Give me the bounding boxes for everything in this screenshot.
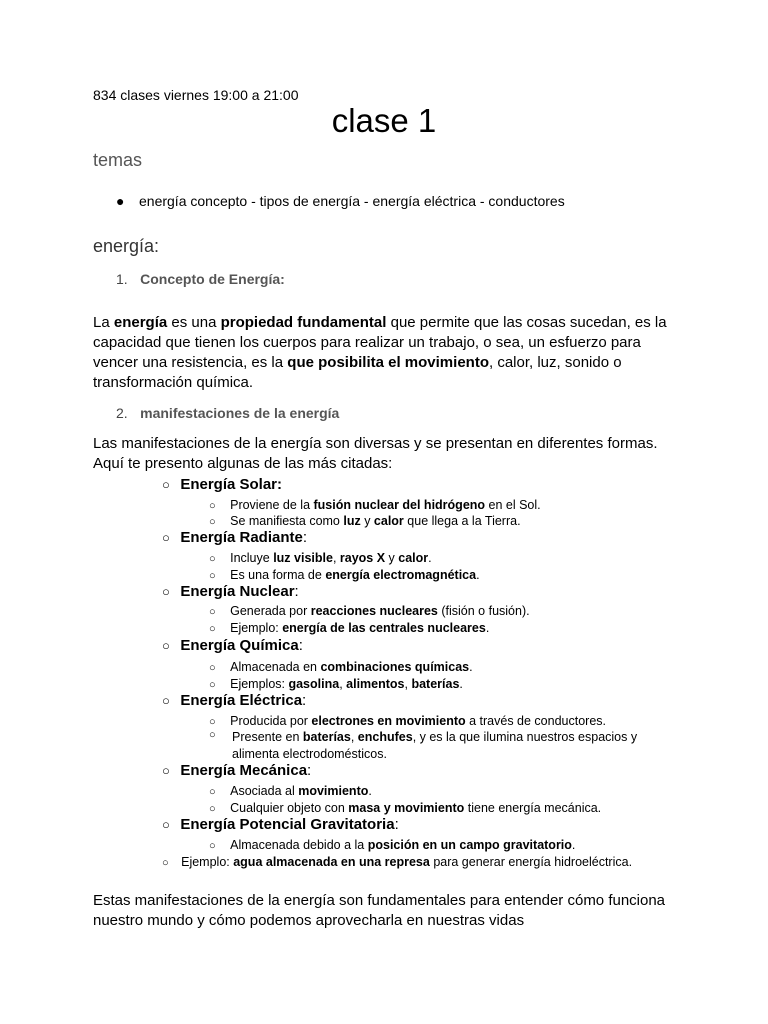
potencial-detail-1: ○ Almacenada debido a la posición en un campo gravitatorio. xyxy=(209,838,576,852)
mecanica-item: ○ Energía Mecánica: xyxy=(162,762,312,779)
temas-heading: temas xyxy=(93,150,143,170)
section-2 xyxy=(116,405,339,423)
section-1-label: Concepto de Energía: xyxy=(140,271,285,287)
radiante-detail-1: ○ Incluye luz visible, rayos X y calor. xyxy=(209,551,432,565)
quimica-detail-2: ○ Ejemplos: gasolina, alimentos, baterías. xyxy=(209,677,463,691)
solar-detail-2: ○ Se manifiesta como luz y calor que llega a la Tierra. xyxy=(209,514,521,528)
nuclear-detail-1: ○ Generada por reacciones nucleares (fisión o fusión). xyxy=(209,604,530,618)
radiante-detail-2: ○ Es una forma de energía electromagnética. xyxy=(209,568,480,582)
quimica-detail-1: ○ Almacenada en combinaciones químicas. xyxy=(209,660,473,674)
section-1-number: 1. xyxy=(116,271,128,287)
quimica-item: ○ Energía Química: xyxy=(162,637,303,654)
page-title: clase 1 xyxy=(331,102,437,139)
electrica-item: ○ Energía Eléctrica: xyxy=(162,692,307,709)
temas-bullet-text: energía concepto - tipos de energía - energía eléctrica - conductores xyxy=(139,193,565,209)
radiante-item: ○ Energía Radiante: xyxy=(162,529,308,546)
electrica-detail-1: ○ Producida por electrones en movimiento a través de conductores. xyxy=(209,714,606,728)
manifestations-intro: Las manifestaciones de la energía son diversas y se presentan en diferentes formas. Aquí te presento algunas de las más citadas: xyxy=(93,435,658,472)
section-1 xyxy=(116,271,285,289)
class-schedule: 834 clases viernes 19:00 a 21:00 xyxy=(93,87,299,103)
solar-detail-1: ○ Proviene de la fusión nuclear del hidrógeno en el Sol. xyxy=(209,498,541,512)
potencial-example: ○ Ejemplo: agua almacenada en una represa para generar energía hidroeléctrica. xyxy=(162,855,633,869)
energy-concept-paragraph: La energía es una propiedad fundamental que permite que las cosas sucedan, es la capacidad que tienen los cuerpos para realizar un trabajo, o sea, un esfuerzo para vencer una resistencia, es la que posibilita el movimiento, calor, luz, sonido o transformación química. xyxy=(93,314,667,391)
section-2-label: manifestaciones de la energía xyxy=(140,405,340,421)
temas-bullet-marker: ● xyxy=(116,193,125,209)
closing-paragraph: Estas manifestaciones de la energía son fundamentales para entender cómo funciona nuestro mundo y cómo podemos aprovecharla en nuestras vidas xyxy=(93,892,666,929)
electrica-detail-2: ○ Presente en baterías, enchufes, y es la que ilumina nuestros espacios y alimenta electrodomésticos. xyxy=(209,729,638,761)
mecanica-detail-1: ○ Asociada al movimiento. xyxy=(209,784,372,798)
energia-heading: energía: xyxy=(93,236,160,256)
nuclear-detail-2: ○ Ejemplo: energía de las centrales nucleares. xyxy=(209,621,490,635)
nuclear-item: ○ Energía Nuclear: xyxy=(162,583,299,600)
mecanica-detail-2: ○ Cualquier objeto con masa y movimiento tiene energía mecánica. xyxy=(209,801,602,815)
solar-item: ○ Energía Solar: xyxy=(162,476,283,493)
potencial-item: ○ Energía Potencial Gravitatoria: xyxy=(162,816,399,833)
section-2-number: 2. xyxy=(116,405,128,421)
